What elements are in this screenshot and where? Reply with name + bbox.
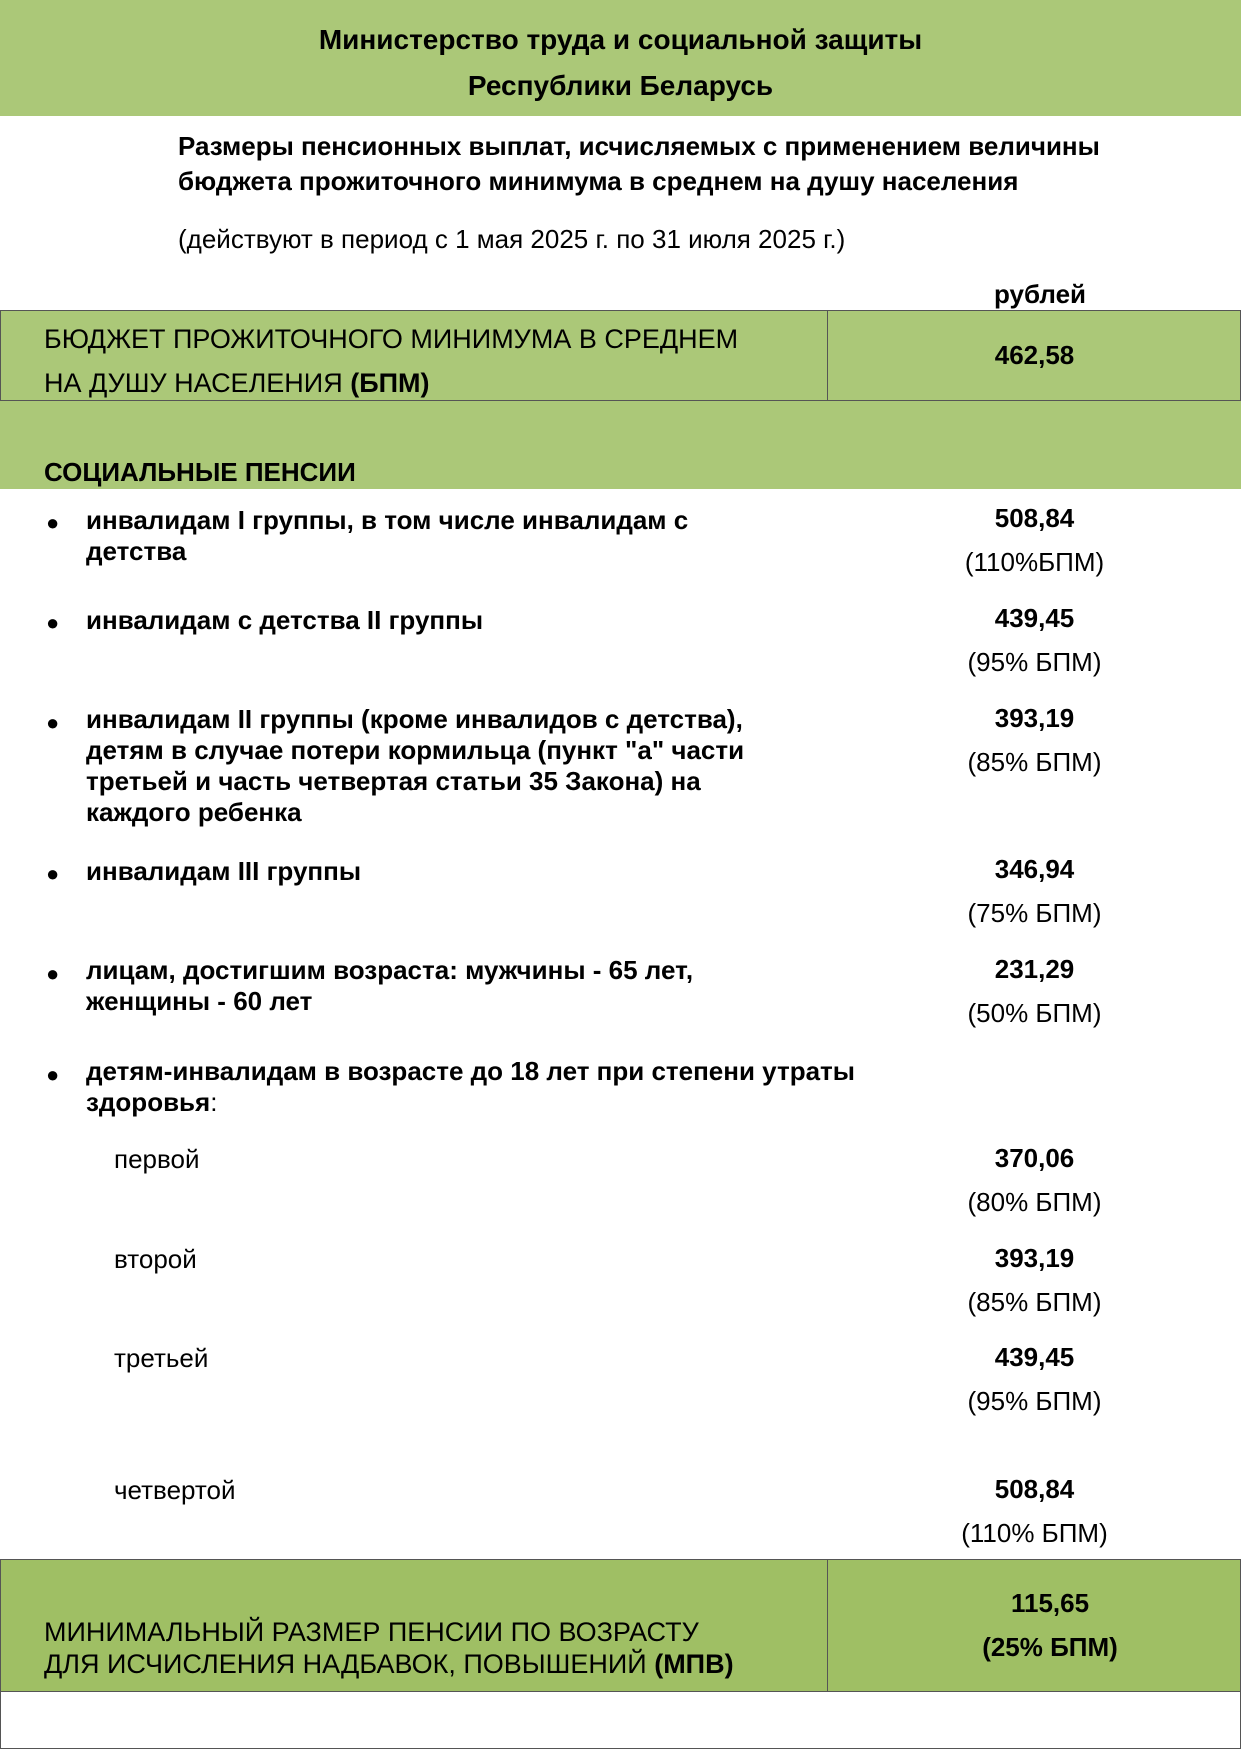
bpm-value: 462,58 — [994, 340, 1075, 370]
degree-value: 370,06 — [994, 1143, 1075, 1173]
degree-label: первой — [114, 1144, 200, 1174]
degree-percent: (85% БПМ) — [967, 1287, 1102, 1317]
degree-value: 393,19 — [994, 1243, 1075, 1273]
item-percent: (50% БПМ) — [967, 998, 1102, 1028]
children-disabled-item: детям-инвалидам в возрасте до 18 лет при степени утраты здоровья: — [86, 1056, 855, 1117]
degree-percent: (80% БПМ) — [967, 1187, 1102, 1217]
item-value: 346,94 — [994, 854, 1075, 884]
item-value: 439,45 — [994, 603, 1075, 633]
bullet: ● — [46, 610, 60, 635]
ministry-name-line2: Республики Беларусь — [467, 70, 774, 101]
bullet: ● — [46, 861, 60, 886]
item-percent: (95% БПМ) — [967, 647, 1102, 677]
bpm-abbr: (БПМ) — [350, 368, 430, 398]
list-item: лицам, достигшим возраста: мужчины - 65 лет, женщины - 60 лет — [86, 955, 694, 1016]
mpv-label: МИНИМАЛЬНЫЙ РАЗМЕР ПЕНСИИ ПО ВОЗРАСТУ ДЛЯ ИСЧИСЛЕНИЯ НАДБАВОК, ПОВЫШЕНИЙ (МПВ) — [44, 1617, 734, 1679]
item-percent: (75% БПМ) — [967, 898, 1102, 928]
mpv-abbr: (МПВ) — [654, 1649, 734, 1679]
empty-bottom-row — [0, 1691, 1241, 1749]
currency-unit: рублей — [993, 279, 1087, 309]
item-percent: (85% БПМ) — [967, 747, 1102, 777]
degree-value: 439,45 — [994, 1342, 1075, 1372]
bpm-label-line1: БЮДЖЕТ ПРОЖИТОЧНОГО МИНИМУМА В СРЕДНЕМ — [44, 324, 739, 354]
degree-label: третьей — [114, 1343, 209, 1373]
item-percent: (110%БПМ) — [964, 547, 1105, 577]
validity-period: (действуют в период с 1 мая 2025 г. по 31 июля 2025 г.) — [178, 224, 846, 254]
bullet: ● — [46, 510, 60, 535]
list-item: инвалидам с детства II группы — [86, 605, 484, 635]
mpv-value-cell — [827, 1559, 1241, 1692]
list-item: инвалидам I группы, в том числе инвалидам с детства — [86, 505, 689, 566]
mpv-value: 115,65 — [1010, 1588, 1090, 1618]
bpm-label-line2: НА ДУШУ НАСЕЛЕНИЯ (БПМ) — [44, 368, 430, 398]
item-value: 508,84 — [994, 503, 1075, 533]
degree-label: второй — [114, 1244, 197, 1274]
bullet: ● — [46, 710, 60, 735]
ministry-name-line1: Министерство труда и социальной защиты — [318, 24, 923, 55]
degree-percent: (110% БПМ) — [961, 1518, 1108, 1548]
bullet: ● — [46, 961, 60, 986]
bullet: ● — [46, 1062, 60, 1087]
item-value: 231,29 — [994, 954, 1075, 984]
social-pensions-heading: СОЦИАЛЬНЫЕ ПЕНСИИ — [44, 457, 356, 487]
degree-label: четвертой — [114, 1475, 236, 1505]
item-value: 393,19 — [994, 703, 1075, 733]
document-title-line1: Размеры пенсионных выплат, исчисляемых с применением величины — [178, 131, 1100, 161]
list-item: инвалидам III группы — [86, 856, 362, 886]
mpv-percent: (25% БПМ) — [982, 1632, 1118, 1662]
document-title-line2: бюджета прожиточного минимума в среднем на душу населения — [178, 166, 1019, 196]
degree-percent: (95% БПМ) — [967, 1386, 1102, 1416]
list-item: инвалидам II группы (кроме инвалидов с детства), детям в случае потери кормильца (пункт "а" части третьей и часть четвертая статьи 35 Закона) на каждого ребенка — [86, 704, 745, 827]
degree-value: 508,84 — [994, 1474, 1075, 1504]
